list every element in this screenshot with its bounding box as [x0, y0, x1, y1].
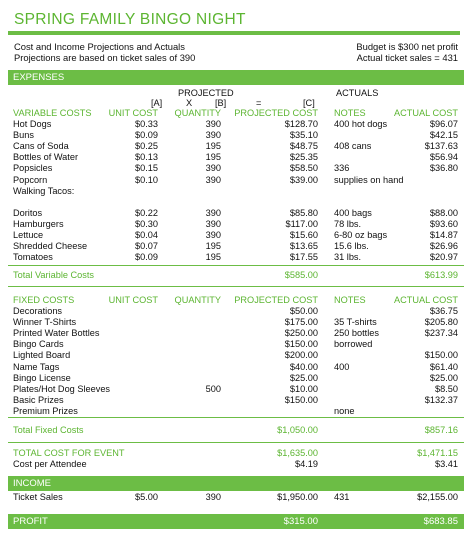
cell-label: Premium Prizes: [13, 405, 78, 416]
income-bar: [8, 476, 464, 491]
cell-actual-cost: $14.87: [429, 230, 458, 240]
variable-cost-row: [8, 130, 464, 141]
cell-notes: 35 T-shirts: [334, 317, 377, 328]
cell-label: Printed Water Bottles: [13, 328, 100, 339]
cell-projected-cost: $1,635.00: [277, 448, 318, 458]
cell-notes: none: [334, 405, 355, 416]
cost-per-attendee-row: [8, 459, 464, 470]
cell-actual-cost: $20.97: [429, 252, 458, 263]
cell-quantity: 390: [205, 130, 221, 141]
cell-notes: 31 lbs.: [334, 252, 362, 263]
cell-notes: 400 hot dogs: [334, 119, 388, 129]
cell-notes: 336: [334, 163, 350, 174]
fixed-cost-row: [8, 384, 464, 395]
header-actuals: ACTUALS: [336, 88, 379, 98]
cell-label: Popcorn: [13, 174, 48, 185]
cell-actual-cost: $42.15: [429, 130, 458, 141]
fixed-cost-row: [8, 328, 464, 339]
cell-notes: NOTES: [334, 108, 366, 118]
info-line-2-left: Projections are based on ticket sales of 390: [14, 52, 196, 63]
cell-projected-cost: $13.65: [289, 241, 318, 252]
cell-actual-cost: $137.63: [424, 141, 458, 152]
cell-label: FIXED COSTS: [13, 295, 75, 305]
cell-actual-cost: $96.07: [429, 119, 458, 129]
profit-actual: $683.85: [423, 516, 458, 527]
cell-unit-cost: $0.10: [135, 174, 158, 185]
cell-projected-cost: $50.00: [289, 306, 318, 316]
cell-actual-cost: $25.00: [429, 372, 458, 383]
cell-label: Ticket Sales: [13, 492, 63, 502]
cell-notes: borrowed: [334, 339, 373, 350]
variable-cost-row: [8, 241, 464, 252]
cell-unit-cost: $5.00: [135, 492, 158, 502]
cell-projected-cost: $58.50: [289, 163, 318, 174]
cell-quantity: 390: [205, 218, 221, 229]
cell-actual-cost: $613.99: [424, 270, 458, 280]
info-line-1-right: Budget is $300 net profit: [356, 41, 458, 52]
cell-projected-cost: $85.80: [289, 207, 318, 218]
variable-cost-row: [8, 208, 464, 219]
fixed-cost-row: [8, 406, 464, 417]
cell-quantity: 390: [205, 207, 221, 218]
cell-quantity: 195: [205, 152, 221, 163]
header-b: [B]: [215, 98, 227, 108]
divider-variable-total: [8, 265, 464, 266]
total-event-row: [8, 448, 464, 459]
cell-unit-cost: $0.04: [135, 230, 158, 240]
cell-notes: 400: [334, 361, 350, 372]
header-eq: =: [256, 98, 262, 108]
cell-notes: 78 lbs.: [334, 218, 362, 229]
cell-projected-cost: $4.19: [295, 459, 318, 469]
cell-label: Basic Prizes: [13, 394, 64, 405]
fixed-cost-row: [8, 362, 464, 373]
cell-projected-cost: $39.00: [289, 174, 318, 185]
cell-unit-cost: $0.09: [135, 252, 158, 263]
cell-projected-cost: $175.00: [284, 317, 318, 328]
variable-cost-row: [8, 152, 464, 163]
cell-actual-cost: ACTUAL COST: [394, 108, 458, 118]
cell-actual-cost: $132.37: [424, 394, 458, 405]
variable-cost-row: [8, 141, 464, 152]
cell-label: Total Fixed Costs: [13, 425, 84, 435]
cell-notes: 250 bottles: [334, 328, 379, 339]
cell-label: Bottles of Water: [13, 152, 79, 163]
cell-notes: supplies on hand: [334, 174, 404, 185]
divider-event-total: [8, 442, 464, 443]
cell-projected-cost: $15.60: [289, 230, 318, 240]
cell-unit-cost: UNIT COST: [108, 295, 158, 305]
cell-label: Shredded Cheese: [13, 241, 88, 252]
cell-projected-cost: $48.75: [289, 141, 318, 152]
cell-quantity: 390: [205, 174, 221, 185]
cell-projected-cost: $25.35: [289, 152, 318, 163]
cell-projected-cost: $25.00: [289, 372, 318, 383]
cell-actual-cost: $150.00: [424, 350, 458, 361]
cell-projected-cost: $1,950.00: [277, 492, 318, 502]
cell-notes: 431: [334, 492, 350, 502]
cell-projected-cost: $150.00: [284, 339, 318, 350]
header-projected: PROJECTED: [178, 88, 234, 98]
cell-label: Total Variable Costs: [13, 270, 95, 280]
cell-quantity: 195: [205, 252, 221, 263]
cell-quantity: 390: [205, 492, 221, 502]
cell-projected-cost: $117.00: [285, 218, 318, 229]
cell-actual-cost: $857.16: [424, 425, 458, 435]
fixed-cost-row: [8, 373, 464, 384]
cell-projected-cost: $35.10: [289, 130, 318, 141]
cell-label: VARIABLE COSTS: [13, 108, 92, 118]
total-variable-row: [8, 270, 464, 281]
cell-quantity: QUANTITY: [174, 295, 221, 305]
cell-actual-cost: $8.50: [435, 383, 458, 394]
cell-label: Hot Dogs: [13, 119, 52, 129]
cell-notes: 408 cans: [334, 141, 372, 152]
cell-projected-cost: $150.00: [284, 394, 318, 405]
cell-unit-cost: $0.25: [135, 141, 158, 152]
cell-unit-cost: $0.33: [135, 119, 158, 129]
cell-unit-cost: $0.07: [135, 241, 158, 252]
cell-label: Bingo Cards: [13, 339, 64, 350]
cell-unit-cost: $0.22: [135, 207, 158, 218]
cell-notes: 15.6 lbs.: [334, 241, 369, 252]
cell-label: Name Tags: [13, 361, 60, 372]
cell-quantity: 390: [205, 119, 221, 129]
fixed-cost-row: [8, 317, 464, 328]
cell-actual-cost: $205.80: [424, 317, 458, 328]
cell-projected-cost: PROJECTED COST: [234, 295, 318, 305]
cell-projected-cost: PROJECTED COST: [234, 108, 318, 118]
cell-label: Buns: [13, 130, 34, 141]
variable-cost-row: [8, 119, 464, 130]
cell-actual-cost: $3.41: [435, 459, 458, 469]
variable-cost-row: [8, 252, 464, 263]
profit-label: PROFIT: [13, 516, 48, 527]
cell-notes: 6-80 oz bags: [334, 230, 388, 240]
cell-quantity: 390: [205, 230, 221, 240]
expenses-bar: [8, 70, 464, 85]
cell-label: TOTAL COST FOR EVENT: [13, 448, 125, 458]
fixed-cost-row: [8, 306, 464, 317]
cell-projected-cost: $128.70: [284, 119, 318, 129]
cell-quantity: 390: [205, 163, 221, 174]
cell-label: Hamburgers: [13, 218, 64, 229]
variable-costs-header: [8, 108, 464, 119]
info-line-2-right: Actual ticket sales = 431: [356, 52, 458, 63]
cell-actual-cost: $36.75: [429, 306, 458, 316]
page-title-bar: [8, 5, 460, 35]
income-label: INCOME: [13, 478, 51, 489]
cell-quantity: 195: [205, 141, 221, 152]
cell-notes: 400 bags: [334, 207, 372, 218]
cell-unit-cost: $0.30: [135, 218, 158, 229]
cell-label: Bingo License: [13, 372, 71, 383]
divider-fixed: [8, 286, 464, 287]
cell-label: Walking Tacos:: [13, 185, 75, 196]
ticket-sales-row: [8, 492, 464, 503]
variable-cost-row: [8, 197, 464, 208]
info-line-1-left: Cost and Income Projections and Actuals: [14, 41, 185, 52]
cell-projected-cost: $200.00: [284, 350, 318, 361]
cell-actual-cost: $26.96: [429, 241, 458, 252]
cell-notes: NOTES: [334, 295, 366, 305]
cell-actual-cost: $61.40: [429, 361, 458, 372]
total-fixed-row: [8, 425, 464, 436]
variable-cost-row: [8, 186, 464, 197]
cell-quantity: 195: [205, 241, 221, 252]
variable-cost-row: [8, 230, 464, 241]
page-title: SPRING FAMILY BINGO NIGHT: [14, 11, 246, 28]
cell-projected-cost: $17.55: [289, 252, 318, 263]
fixed-cost-row: [8, 350, 464, 361]
cell-label: Cans of Soda: [13, 141, 69, 152]
cell-quantity: 500: [205, 383, 221, 394]
profit-bar: [8, 514, 464, 529]
variable-cost-row: [8, 219, 464, 230]
cell-actual-cost: $36.80: [429, 163, 458, 174]
cell-projected-cost: $40.00: [289, 361, 318, 372]
cell-unit-cost: $0.15: [135, 163, 158, 174]
cell-label: Lettuce: [13, 230, 44, 240]
cell-actual-cost: $88.00: [429, 207, 458, 218]
cell-label: Doritos: [13, 207, 43, 218]
variable-cost-row: [8, 175, 464, 186]
fixed-cost-row: [8, 339, 464, 350]
cell-actual-cost: $237.34: [424, 328, 458, 339]
cell-label: Tomatoes: [13, 252, 53, 263]
cell-label: Cost per Attendee: [13, 459, 87, 469]
cell-unit-cost: UNIT COST: [108, 108, 158, 118]
cell-unit-cost: $0.13: [135, 152, 158, 163]
cell-actual-cost: ACTUAL COST: [394, 295, 458, 305]
header-x: X: [186, 98, 193, 108]
cell-actual-cost: $1,471.15: [417, 448, 458, 458]
expenses-label: EXPENSES: [13, 72, 65, 83]
cell-projected-cost: $10.00: [289, 383, 318, 394]
cell-projected-cost: $585.00: [284, 270, 318, 280]
cell-projected-cost: $1,050.00: [277, 425, 318, 435]
cell-quantity: QUANTITY: [174, 108, 221, 118]
cell-unit-cost: $0.09: [135, 130, 158, 141]
cell-label: Lighted Board: [13, 350, 71, 361]
fixed-cost-row: [8, 395, 464, 406]
variable-cost-row: [8, 163, 464, 174]
cell-label: Popsicles: [13, 163, 53, 174]
cell-actual-cost: $2,155.00: [417, 492, 458, 502]
cell-label: Winner T-Shirts: [13, 317, 77, 328]
cell-actual-cost: $93.60: [429, 218, 458, 229]
cell-actual-cost: $56.94: [429, 152, 458, 163]
fixed-costs-header: [8, 295, 464, 306]
divider-fixed-total: [8, 417, 464, 418]
header-c: [C]: [303, 98, 315, 108]
profit-projected: $315.00: [283, 516, 318, 527]
cell-projected-cost: $250.00: [284, 328, 318, 339]
header-a: [A]: [151, 98, 163, 108]
cell-label: Decorations: [13, 306, 63, 316]
cell-label: Plates/Hot Dog Sleeves: [13, 383, 111, 394]
